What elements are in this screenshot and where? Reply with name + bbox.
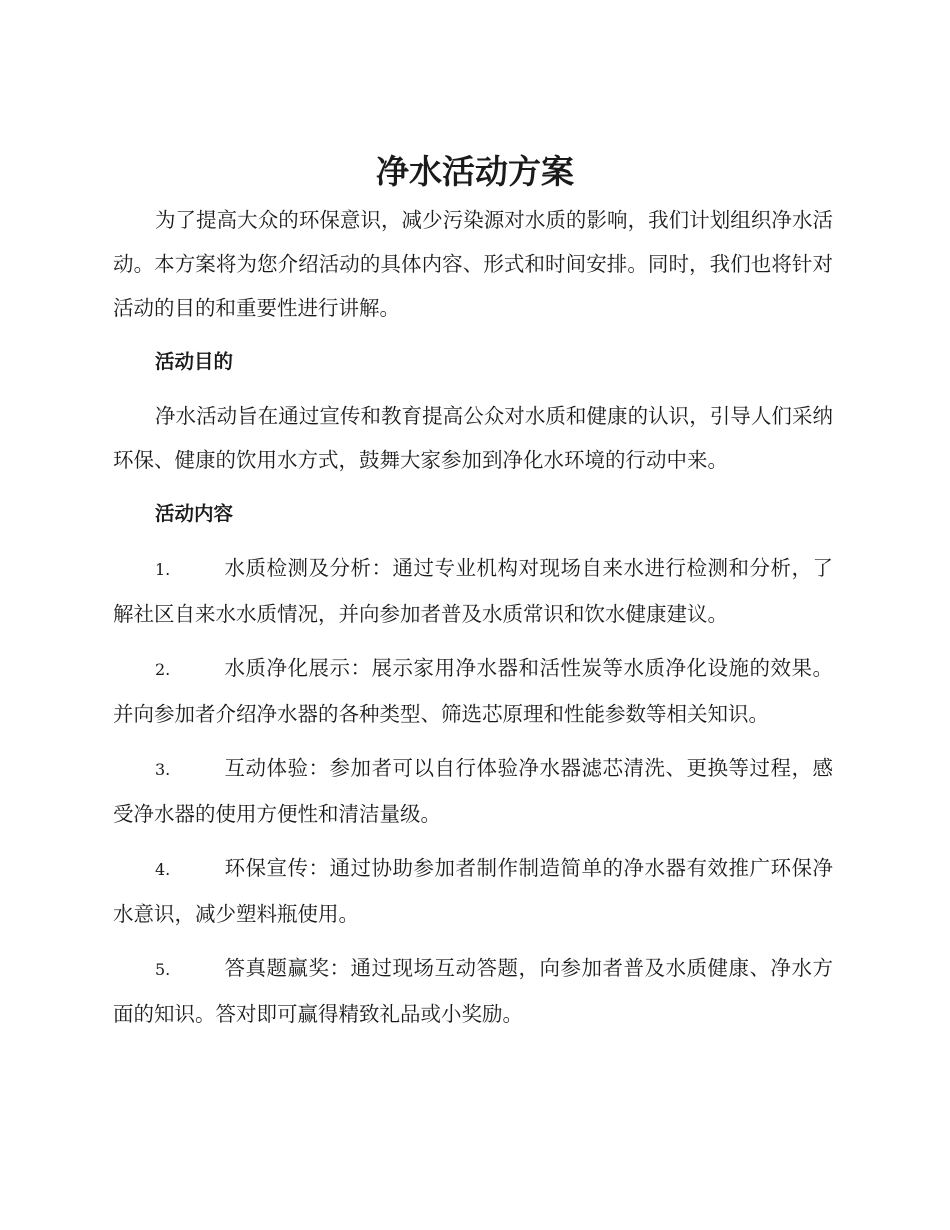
- list-item: [113, 846, 833, 936]
- list-item: [113, 546, 833, 636]
- list-item-number: 1.: [155, 560, 171, 579]
- spacer: [113, 836, 833, 846]
- purpose-paragraph: 净水活动旨在通过宣传和教育提高公众对水质和健康的认识，引导人们采纳环保、健康的饮用水方式，鼓舞大家参加到净化水环境的行动中来。: [113, 404, 833, 472]
- spacer: [113, 482, 833, 492]
- document-title: 净水活动方案: [376, 152, 574, 191]
- list-item-text: 答真题赢奖：通过现场互动答题，向参加者普及水质健康、净水方面的知识。答对即可赢得精致礼品或小奖励。: [113, 956, 833, 1026]
- section-heading-content: 活动内容: [155, 502, 234, 525]
- list-item: [113, 946, 833, 1036]
- spacer: [113, 736, 833, 746]
- spacer: [113, 330, 833, 340]
- list-item-text: 水质检测及分析：通过专业机构对现场自来水进行检测和分析，了解社区自来水水质情况，并向参加者普及水质常识和饮水健康建议。: [113, 556, 833, 626]
- document-body: [113, 198, 833, 1036]
- list-item-text: 环保宣传：通过协助参加者制作制造简单的净水器有效推广环保净水意识，减少塑料瓶使用。: [113, 856, 833, 926]
- list-item: [113, 646, 833, 736]
- spacer: [113, 536, 833, 546]
- list-item-number: 5.: [155, 960, 171, 979]
- list-item-number: 2.: [155, 660, 171, 679]
- list-item-text: 互动体验：参加者可以自行体验净水器滤芯清洗、更换等过程，感受净水器的使用方便性和清洁量级。: [113, 756, 833, 826]
- list-item: [113, 746, 833, 836]
- spacer: [113, 636, 833, 646]
- spacer: [113, 384, 833, 394]
- section-heading-purpose: 活动目的: [155, 350, 234, 373]
- spacer: [113, 936, 833, 946]
- list-item-number: 3.: [155, 760, 171, 779]
- list-item-number: 4.: [155, 860, 171, 879]
- list-item-text: 水质净化展示：展示家用净水器和活性炭等水质净化设施的效果。并向参加者介绍净水器的各种类型、筛选芯原理和性能参数等相关知识。: [113, 656, 833, 726]
- intro-paragraph: 为了提高大众的环保意识，减少污染源对水质的影响，我们计划组织净水活动。本方案将为您介绍活动的具体内容、形式和时间安排。同时，我们也将针对活动的目的和重要性进行讲解。: [113, 208, 833, 320]
